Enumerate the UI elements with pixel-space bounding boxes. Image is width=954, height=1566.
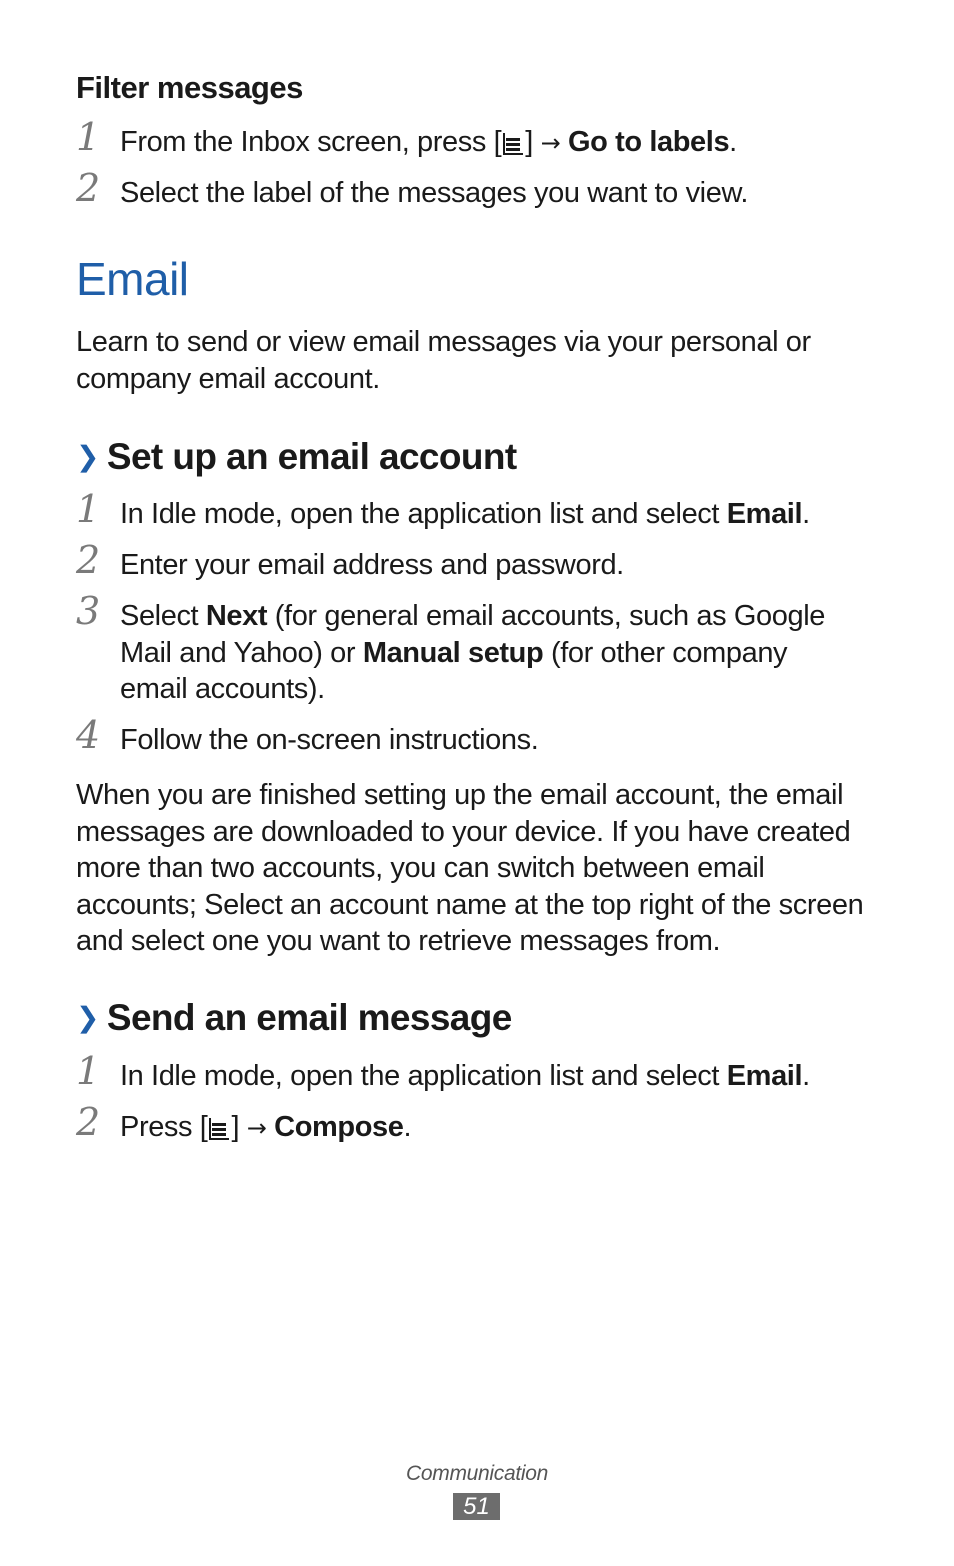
step-number: 2 [76, 166, 101, 210]
go-to-labels-label: Go to labels [568, 126, 730, 158]
step-number: 3 [76, 589, 101, 633]
next-label: Next [205, 600, 268, 632]
email-app-label: Email [726, 498, 803, 530]
step-text: Enter your email address and password. [120, 549, 624, 581]
email-heading: Email [76, 253, 189, 305]
step-number: 4 [76, 713, 101, 757]
setup-note: When you are finished setting up the email account, the email messages are downloaded to your device. If you have created more than two accounts, you can switch between email accounts; Select an account name at the top right of the screen and select one you want to retrieve messages from. [76, 779, 864, 957]
arrow-right-icon: → [540, 129, 561, 157]
step-text: Select the label of the messages you want to view. [120, 177, 749, 209]
step-number: 1 [76, 1049, 101, 1093]
step-number: 1 [76, 115, 101, 159]
step-number: 1 [76, 487, 101, 531]
step-text: In Idle mode, open the application list and select Email. [120, 498, 810, 530]
compose-label: Compose [274, 1111, 404, 1143]
email-app-label: Email [726, 1060, 803, 1092]
menu-key-icon [503, 133, 523, 155]
chevron-right-icon: ❯ [76, 1001, 99, 1034]
step-text: In Idle mode, open the application list and select Email. [120, 1060, 810, 1092]
send-section-heading: ❯ Send an email message [76, 997, 512, 1038]
arrow-right-icon: → [246, 1114, 267, 1142]
menu-key-icon [209, 1118, 229, 1140]
manual-setup-label: Manual setup [362, 636, 544, 669]
step-text: From the Inbox screen, press [ ] → Go to labels. [120, 126, 737, 158]
step-text: Press [ ] → Compose. [120, 1111, 412, 1143]
step-number: 2 [76, 538, 101, 582]
email-intro: Learn to send or view email messages via your personal or company email account. [76, 326, 811, 395]
step-number: 2 [76, 1100, 101, 1144]
step-text: Follow the on-screen instructions. [120, 724, 539, 756]
footer-section-label: Communication [406, 1462, 548, 1485]
chevron-right-icon: ❯ [76, 440, 99, 473]
step-text: Select Next (for general email accounts, such as Google Mail and Yahoo) or Manual setup (for other company email accounts). [120, 600, 825, 705]
page-number-badge: 51 [453, 1493, 500, 1520]
filter-messages-heading: Filter messages [76, 70, 303, 105]
setup-section-heading: ❯ Set up an email account [76, 436, 517, 477]
